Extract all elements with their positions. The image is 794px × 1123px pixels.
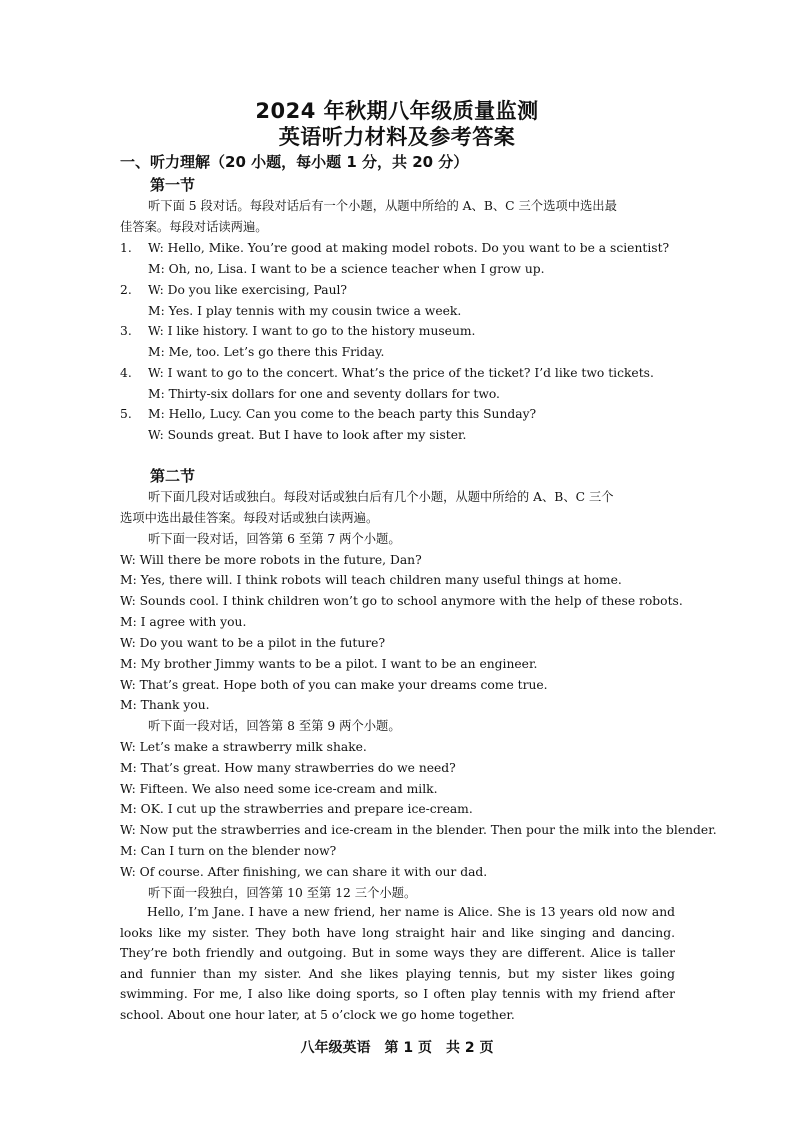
section-heading: 一、听力理解（20 小题，每小题 1 分，共 20 分） [120,153,469,171]
dialog-line: W: That’s great. Hope both of you can make your dreams come true. [120,678,548,692]
dialog-line: M: Yes, there will. I think robots will teach children many useful things at home. [120,573,622,587]
dialog-intro: 听下面一段对话，回答第 6 至第 7 两个小题。 [148,532,401,546]
dialog-line: W: Now put the strawberries and ice-cream in the blender. Then pour the milk into the blender. [120,823,717,837]
page-subtitle: 英语听力材料及参考答案 [278,125,516,149]
item-number: 3. [120,324,132,338]
item-number: 2. [120,283,132,297]
dialog-line: M: Hello, Lucy. Can you come to the beach party this Sunday? [148,407,537,421]
dialog-line: M: Thank you. [120,698,210,712]
dialog-line: M: My brother Jimmy wants to be a pilot. I want to be an engineer. [120,657,538,671]
dialog-line: M: Me, too. Let’s go there this Friday. [148,345,385,359]
part1-instruction: 听下面 5 段对话。每段对话后有一个小题，从题中所给的 A、B、C 三个选项中选出最 [148,199,617,213]
part2-heading: 第二节 [150,467,196,485]
dialog-line: W: I want to go to the concert. What’s the price of the ticket? I’d like two tickets. [148,366,654,380]
dialog-line: M: Thirty-six dollars for one and seventy dollars for two. [148,387,500,401]
monologue-intro: 听下面一段独白，回答第 10 至第 12 三个小题。 [148,886,417,900]
item-number: 4. [120,366,132,380]
monologue-text: Hello, I’m Jane. I have a new friend, her name is Alice. She is 13 years old now and looks like my sister. They both have long straight hair and like singing and dancing. They’re both friendly and outgoing. But in some ways they are different. Alice is taller and funnier than my sister. And she likes playing tennis, but my sister likes going swimming. For me, I also like doing sports, so I often play tennis with my friend after school. About one hour later, at 5 o’clock we go home together. [120,905,675,1022]
dialog-line: W: Will there be more robots in the future, Dan? [120,553,422,567]
page-footer: 八年级英语 第 1 页 共 2 页 [300,1040,494,1056]
dialog-line: W: I like history. I want to go to the history museum. [148,324,476,338]
part1-heading: 第一节 [150,176,196,194]
dialog-line: W: Of course. After finishing, we can share it with our dad. [120,865,488,879]
dialog-line: W: Fifteen. We also need some ice-cream and milk. [120,782,438,796]
dialog-line: W: Hello, Mike. You’re good at making model robots. Do you want to be a scientist? [148,241,670,255]
dialog-line: W: Sounds great. But I have to look after my sister. [148,428,467,442]
part1-instruction: 佳答案。每段对话读两遍。 [120,220,268,234]
dialog-line: W: Sounds cool. I think children won’t go to school anymore with the help of these robots. [120,594,683,608]
page-title: 2024 年秋期八年级质量监测 [255,99,539,123]
dialog-line: M: That’s great. How many strawberries do we need? [120,761,456,775]
dialog-line: M: Oh, no, Lisa. I want to be a science teacher when I grow up. [148,262,545,276]
dialog-line: W: Do you want to be a pilot in the future? [120,636,386,650]
dialog-line: W: Let’s make a strawberry milk shake. [120,740,367,754]
dialog-intro: 听下面一段对话，回答第 8 至第 9 两个小题。 [148,719,401,733]
part2-instruction: 听下面几段对话或独白。每段对话或独白后有几个小题，从题中所给的 A、B、C 三个 [148,490,614,504]
dialog-line: M: Yes. I play tennis with my cousin twice a week. [148,304,462,318]
part2-instruction: 选项中选出最佳答案。每段对话或独白读两遍。 [120,511,379,525]
dialog-line: M: OK. I cut up the strawberries and prepare ice-cream. [120,802,473,816]
item-number: 5. [120,407,132,421]
dialog-line: M: I agree with you. [120,615,247,629]
item-number: 1. [120,241,132,255]
dialog-line: M: Can I turn on the blender now? [120,844,337,858]
dialog-line: W: Do you like exercising, Paul? [148,283,348,297]
